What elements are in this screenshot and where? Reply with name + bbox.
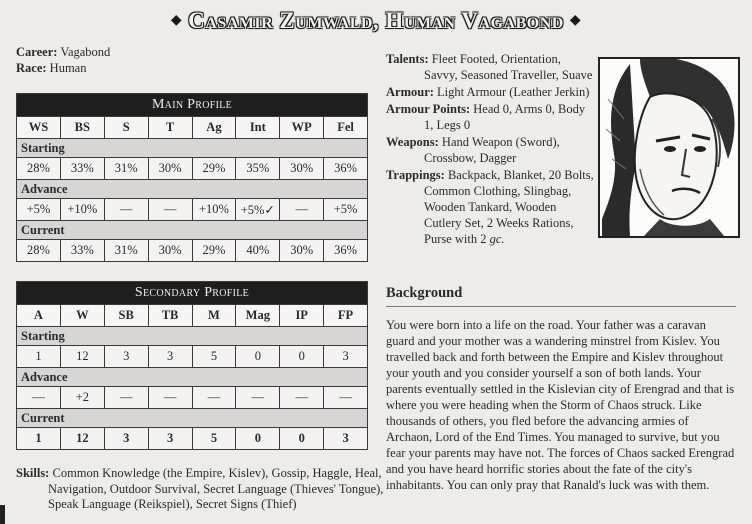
race-value: Human [49, 61, 87, 75]
background-text: You were born into a life on the road. Your father was a caravan guard and your mother was a wandering minstrel from Kislev. You travelled back and forth between the Empire and Kislev throughout your youth and you consider yourself a son of both lands. Your parents eventually settled in the Kislevian city of Erengrad and that is where you were heading when the Storm of Chaos struck. Like thousands of others, you fled before the advancing armies of Archaon, Lord of the End Times. You managed to survive, but you fear your parents may have not. The forces of Chaos sacked Erengrad and you have heard horrific stories about the fate of the city's inhabitants. You can only pray that Ranald's luck was with them. [386, 318, 735, 492]
talents-label: Talents: [386, 52, 429, 66]
column-header: WP [280, 117, 324, 139]
page-title [0, 8, 752, 34]
table-cell: 3 [148, 346, 192, 368]
table-cell: — [148, 387, 192, 409]
table-cell: — [148, 199, 192, 221]
trappings-value: Backpack, Blanket, 20 Bolts, Common Clothing, Slingbag, Wooden Tankard, Wooden Cutlery Set, 2 Weeks Rations, Purse with 2 [424, 168, 594, 246]
column-header: Mag [236, 305, 280, 327]
table-cell: 35% [236, 158, 280, 180]
table-cell: 3 [148, 428, 192, 450]
section-label: Starting [17, 327, 368, 346]
table-cell: 5 [192, 346, 236, 368]
column-header: S [104, 117, 148, 139]
section-label: Advance [17, 180, 368, 199]
race-label: Race: [16, 61, 47, 75]
table-cell: 31% [104, 240, 148, 262]
table-cell: +5%✓ [236, 199, 280, 221]
trappings-currency: gc. [489, 232, 505, 246]
table-cell: — [280, 387, 324, 409]
armour-entry [386, 84, 596, 100]
race-line [16, 60, 86, 76]
table-cell: 12 [60, 346, 104, 368]
column-header: FP [324, 305, 368, 327]
table-cell: 3 [104, 346, 148, 368]
background-divider [386, 306, 736, 307]
table-cell: — [324, 387, 368, 409]
table-cell: 40% [236, 240, 280, 262]
table-cell: 29% [192, 240, 236, 262]
table-cell: 36% [324, 240, 368, 262]
column-header: Int [236, 117, 280, 139]
character-portrait [598, 57, 740, 238]
armour-points-value: Head 0, Arms 0, Body 1, Legs 0 [424, 102, 586, 132]
column-header: IP [280, 305, 324, 327]
table-row [17, 158, 368, 180]
main-profile-heading: Main Profile [17, 94, 368, 117]
table-cell: 30% [280, 240, 324, 262]
section-label: Current [17, 409, 368, 428]
table-cell: +10% [60, 199, 104, 221]
talents-entry [386, 51, 596, 83]
armour-points-label: Armour Points: [386, 102, 471, 116]
table-row [17, 428, 368, 450]
armour-value: Light Armour (Leather Jerkin) [437, 85, 590, 99]
column-header: TB [148, 305, 192, 327]
table-cell: — [236, 387, 280, 409]
section-label: Advance [17, 368, 368, 387]
table-row [17, 387, 368, 409]
table-cell: +2 [60, 387, 104, 409]
title-text: Casamir Zumwald, Human Vagabond [188, 8, 564, 33]
talents-value: Fleet Footed, Orientation, Savvy, Seasoned Traveller, Suave [424, 52, 593, 82]
table-cell: — [280, 199, 324, 221]
table-cell: 0 [280, 428, 324, 450]
armour-label: Armour: [386, 85, 434, 99]
table-cell: — [17, 387, 61, 409]
career-value: Vagabond [60, 45, 111, 59]
table-cell: 30% [148, 240, 192, 262]
diamond-ornament-icon: ◆ [569, 13, 582, 28]
column-header: Ag [192, 117, 236, 139]
column-header: W [60, 305, 104, 327]
table-cell: 33% [60, 240, 104, 262]
table-cell: 28% [17, 158, 61, 180]
table-cell: +5% [324, 199, 368, 221]
table-cell: 28% [17, 240, 61, 262]
table-cell: 1 [17, 428, 61, 450]
column-header: T [148, 117, 192, 139]
secondary-profile-columns [17, 305, 368, 327]
page-edge-mark [0, 505, 5, 524]
secondary-profile-heading: Secondary Profile [17, 282, 368, 305]
table-cell: 30% [148, 158, 192, 180]
equipment-column [386, 51, 596, 248]
section-label: Current [17, 221, 368, 240]
column-header: BS [60, 117, 104, 139]
table-cell: +5% [17, 199, 61, 221]
column-header: A [17, 305, 61, 327]
table-cell: +10% [192, 199, 236, 221]
column-header: M [192, 305, 236, 327]
trappings-entry [386, 167, 596, 247]
table-row [17, 240, 368, 262]
table-cell: 3 [324, 428, 368, 450]
table-cell: 31% [104, 158, 148, 180]
table-cell: 30% [280, 158, 324, 180]
column-header: SB [104, 305, 148, 327]
table-row [17, 199, 368, 221]
skills-label: Skills: [16, 466, 50, 480]
portrait-illustration [600, 59, 738, 236]
skills-value: Common Knowledge (the Empire, Kislev), Gossip, Haggle, Heal, Navigation, Outdoor Survival, Secret Language (Thieves' Tongue), Speak Language (Reikspiel), Secret Signs (Thief) [48, 466, 384, 511]
table-cell: 0 [236, 428, 280, 450]
career-line [16, 44, 110, 60]
section-label: Starting [17, 139, 368, 158]
career-label: Career: [16, 45, 58, 59]
table-cell: 1 [17, 346, 61, 368]
table-row [17, 346, 368, 368]
table-cell: 3 [104, 428, 148, 450]
weapons-label: Weapons: [386, 135, 439, 149]
table-cell: 0 [280, 346, 324, 368]
table-cell: — [104, 387, 148, 409]
table-cell: 3 [324, 346, 368, 368]
trappings-label: Trappings: [386, 168, 445, 182]
table-cell: 0 [236, 346, 280, 368]
background-heading: Background [386, 285, 463, 301]
weapons-entry [386, 134, 596, 166]
table-cell: — [192, 387, 236, 409]
table-cell: 33% [60, 158, 104, 180]
table-cell: 5 [192, 428, 236, 450]
main-profile-columns [17, 117, 368, 139]
column-header: WS [17, 117, 61, 139]
table-cell: 36% [324, 158, 368, 180]
table-cell: — [104, 199, 148, 221]
main-profile-table [16, 93, 368, 262]
table-cell: 12 [60, 428, 104, 450]
weapons-value: Hand Weapon (Sword), Crossbow, Dagger [424, 135, 560, 165]
secondary-profile-table [16, 281, 368, 450]
diamond-ornament-icon: ◆ [170, 13, 183, 28]
armour-points-entry [386, 101, 596, 133]
table-cell: 29% [192, 158, 236, 180]
column-header: Fel [324, 117, 368, 139]
skills-entry [16, 466, 408, 513]
